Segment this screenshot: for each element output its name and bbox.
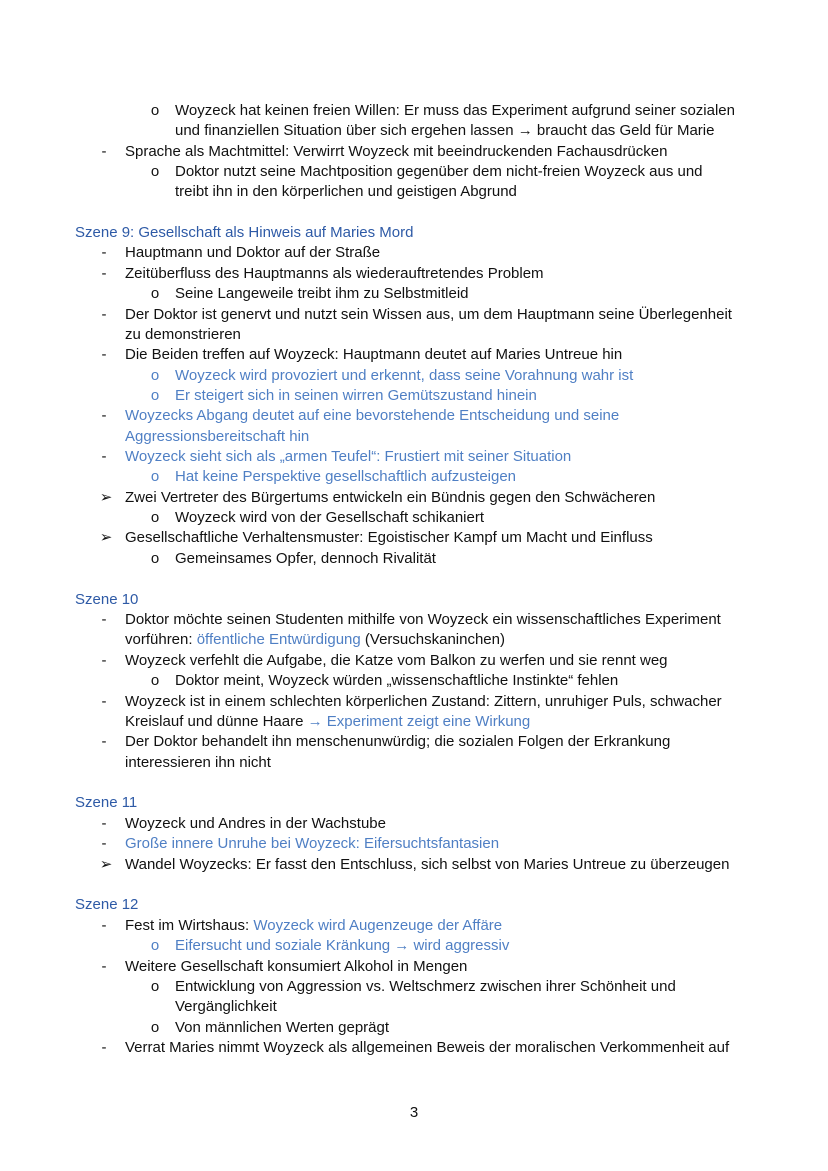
bullet-circle: o — [150, 285, 160, 302]
text-segment: Hauptmann und Doktor auf der Straße — [125, 244, 381, 261]
text-segment: interessieren ihn nicht — [125, 754, 271, 771]
bullet-circle: o — [150, 1019, 160, 1036]
text-line — [125, 692, 722, 712]
text-segment: Doktor möchte seinen Studenten mithilfe von Woyzeck ein wissenschaftliches Experiment — [125, 611, 721, 628]
text-segment: Woyzeck wird provoziert und erkennt, dass seine Vorahnung wahr ist — [175, 367, 634, 384]
bullet-dash: - — [101, 306, 107, 323]
text-segment: Gesellschaftliche Verhaltensmuster: Egoistischer Kampf um Macht und Einfluss — [125, 529, 653, 546]
text-segment: Die Beiden treffen auf Woyzeck: Hauptmann deutet auf Maries Untreue hin — [125, 346, 623, 363]
text-line — [175, 997, 277, 1017]
bullet-dash: - — [101, 611, 107, 628]
bullet-circle: o — [150, 550, 160, 567]
text-line — [125, 447, 571, 467]
text-line — [125, 732, 670, 752]
text-line — [125, 712, 530, 732]
text-segment: Woyzeck sieht sich als „armen Teufel“: Frustiert mit seiner Situation — [125, 448, 572, 465]
text-line — [125, 957, 467, 977]
text-line — [175, 121, 714, 141]
section-heading — [75, 223, 413, 243]
text-segment: Vergänglichkeit — [175, 998, 277, 1015]
bullet-dash: - — [101, 265, 107, 282]
text-segment: Seine Langeweile treibt ihm zu Selbstmitleid — [175, 285, 469, 302]
bullet-dash: - — [101, 346, 107, 363]
text-line — [125, 345, 622, 365]
text-segment: Woyzeck wird Augenzeuge der Affäre — [253, 917, 503, 934]
bullet-dash: - — [101, 917, 107, 934]
bullet-dash: - — [101, 143, 107, 160]
bullet-dash: - — [101, 407, 107, 424]
bullet-circle: o — [150, 937, 160, 954]
bullet-dash: - — [101, 958, 107, 975]
text-segment: Szene 12 — [75, 896, 139, 913]
text-line — [125, 630, 505, 650]
text-line — [175, 386, 537, 406]
bullet-dash: - — [101, 733, 107, 750]
text-segment: Weitere Gesellschaft konsumiert Alkohol in Mengen — [125, 958, 468, 975]
bullet-dash: - — [101, 448, 107, 465]
text-line — [175, 671, 618, 691]
text-segment: Von männlichen Werten geprägt — [175, 1019, 390, 1036]
bullet-circle: o — [150, 978, 160, 995]
bullet-circle: o — [150, 672, 160, 689]
text-line — [125, 243, 380, 263]
text-segment: Zeitüberfluss des Hauptmanns als wiederauftretendes Problem — [125, 265, 544, 282]
text-segment: → Experiment zeigt eine Wirkung — [307, 713, 531, 730]
bullet-arrow: ➢ — [99, 856, 113, 873]
text-line — [175, 508, 484, 528]
text-segment: Gemeinsames Opfer, dennoch Rivalität — [175, 550, 436, 567]
text-line — [175, 936, 509, 956]
text-segment: Zwei Vertreter des Bürgertums entwickeln ein Bündnis gegen den Schwächeren — [125, 489, 656, 506]
text-line — [125, 142, 667, 162]
text-segment: Der Doktor ist genervt und nutzt sein Wissen aus, um dem Hauptmann seine Überlegenheit — [125, 306, 732, 323]
bullet-circle: o — [150, 509, 160, 526]
text-line — [175, 101, 735, 121]
text-segment: zu demonstrieren — [125, 326, 241, 343]
section-heading — [75, 793, 137, 813]
text-segment: Doktor nutzt seine Machtposition gegenüber dem nicht-freien Woyzeck aus und — [175, 163, 703, 180]
text-segment: Aggressionsbereitschaft hin — [125, 428, 310, 445]
text-line — [125, 753, 271, 773]
text-line — [175, 467, 516, 487]
text-segment: öffentliche Entwürdigung — [196, 631, 361, 648]
text-segment: Entwicklung von Aggression vs. Weltschmerz zwischen ihrer Schönheit und — [175, 978, 676, 995]
text-segment: Wandel Woyzecks: Er fasst den Entschluss, sich selbst von Maries Untreue zu überzeugen — [125, 856, 730, 873]
text-segment: und finanziellen Situation über sich ergehen lassen → braucht das Geld für Marie — [175, 122, 715, 139]
text-segment: Woyzeck und Andres in der Wachstube — [125, 815, 386, 832]
text-segment: Der Doktor behandelt ihn menschenunwürdig; die sozialen Folgen der Erkrankung — [125, 733, 671, 750]
text-line — [125, 488, 655, 508]
text-segment: Szene 10 — [75, 591, 139, 608]
text-line — [125, 264, 544, 284]
text-segment: Woyzeck hat keinen freien Willen: Er muss das Experiment aufgrund seiner sozialen — [175, 102, 735, 119]
text-segment: Große innere Unruhe bei Woyzeck: Eifersuchtsfantasien — [125, 835, 500, 852]
bullet-dash: - — [101, 652, 107, 669]
section-heading — [75, 590, 138, 610]
text-line — [175, 1018, 389, 1038]
text-line — [175, 549, 436, 569]
text-segment: vorführen: — [125, 631, 197, 648]
text-line — [125, 855, 729, 875]
text-segment: Er steigert sich in seinen wirren Gemütszustand hinein — [175, 387, 537, 404]
bullet-arrow: ➢ — [99, 489, 113, 506]
text-line — [125, 325, 241, 345]
text-segment: Eifersucht und soziale Kränkung → wird aggressiv — [175, 937, 510, 954]
text-segment: Verrat Maries nimmt Woyzeck als allgemeinen Beweis der moralischen Verkommenheit auf — [125, 1039, 730, 1056]
text-segment: Woyzeck verfehlt die Aufgabe, die Katze vom Balkon zu werfen und sie rennt weg — [125, 652, 668, 669]
text-segment: Woyzeck ist in einem schlechten körperlichen Zustand: Zittern, unruhiger Puls, schwacher — [125, 693, 722, 710]
text-line — [175, 284, 469, 304]
text-line — [125, 814, 386, 834]
text-line — [175, 366, 633, 386]
text-line — [125, 1038, 729, 1058]
text-segment: Szene 11 — [75, 794, 138, 811]
page-number: 3 — [409, 1104, 419, 1121]
text-segment: Kreislauf und dünne Haare — [125, 713, 308, 730]
bullet-arrow: ➢ — [99, 529, 113, 546]
bullet-dash: - — [101, 693, 107, 710]
text-segment: Fest im Wirtshaus: — [125, 917, 254, 934]
text-segment: Sprache als Machtmittel: Verwirrt Woyzeck mit beeindruckenden Fachausdrücken — [125, 143, 668, 160]
bullet-circle: o — [150, 468, 160, 485]
text-segment: Woyzecks Abgang deutet auf eine bevorstehende Entscheidung und seine — [125, 407, 620, 424]
text-line — [125, 610, 721, 630]
text-line — [175, 182, 517, 202]
text-line — [125, 834, 499, 854]
text-segment: Woyzeck wird von der Gesellschaft schikaniert — [175, 509, 485, 526]
text-line — [175, 162, 703, 182]
bullet-dash: - — [101, 815, 107, 832]
text-line — [125, 651, 668, 671]
bullet-dash: - — [101, 244, 107, 261]
text-line — [125, 305, 732, 325]
bullet-dash: - — [101, 1039, 107, 1056]
bullet-circle: o — [150, 102, 160, 119]
text-segment: Szene 9: Gesellschaft als Hinweis auf Maries Mord — [75, 224, 414, 241]
bullet-circle: o — [150, 367, 160, 384]
section-heading — [75, 895, 138, 915]
text-line — [125, 427, 309, 447]
bullet-circle: o — [150, 387, 160, 404]
text-line — [175, 977, 676, 997]
text-line — [125, 528, 653, 548]
text-segment: (Versuchskaninchen) — [360, 631, 505, 648]
bullet-dash: - — [101, 835, 107, 852]
bullet-circle: o — [150, 163, 160, 180]
text-segment: Hat keine Perspektive gesellschaftlich aufzusteigen — [175, 468, 517, 485]
text-segment: Doktor meint, Woyzeck würden „wissenschaftliche Instinkte“ fehlen — [175, 672, 619, 689]
text-line — [125, 406, 619, 426]
text-line — [125, 916, 502, 936]
text-segment: treibt ihn in den körperlichen und geistigen Abgrund — [175, 183, 517, 200]
